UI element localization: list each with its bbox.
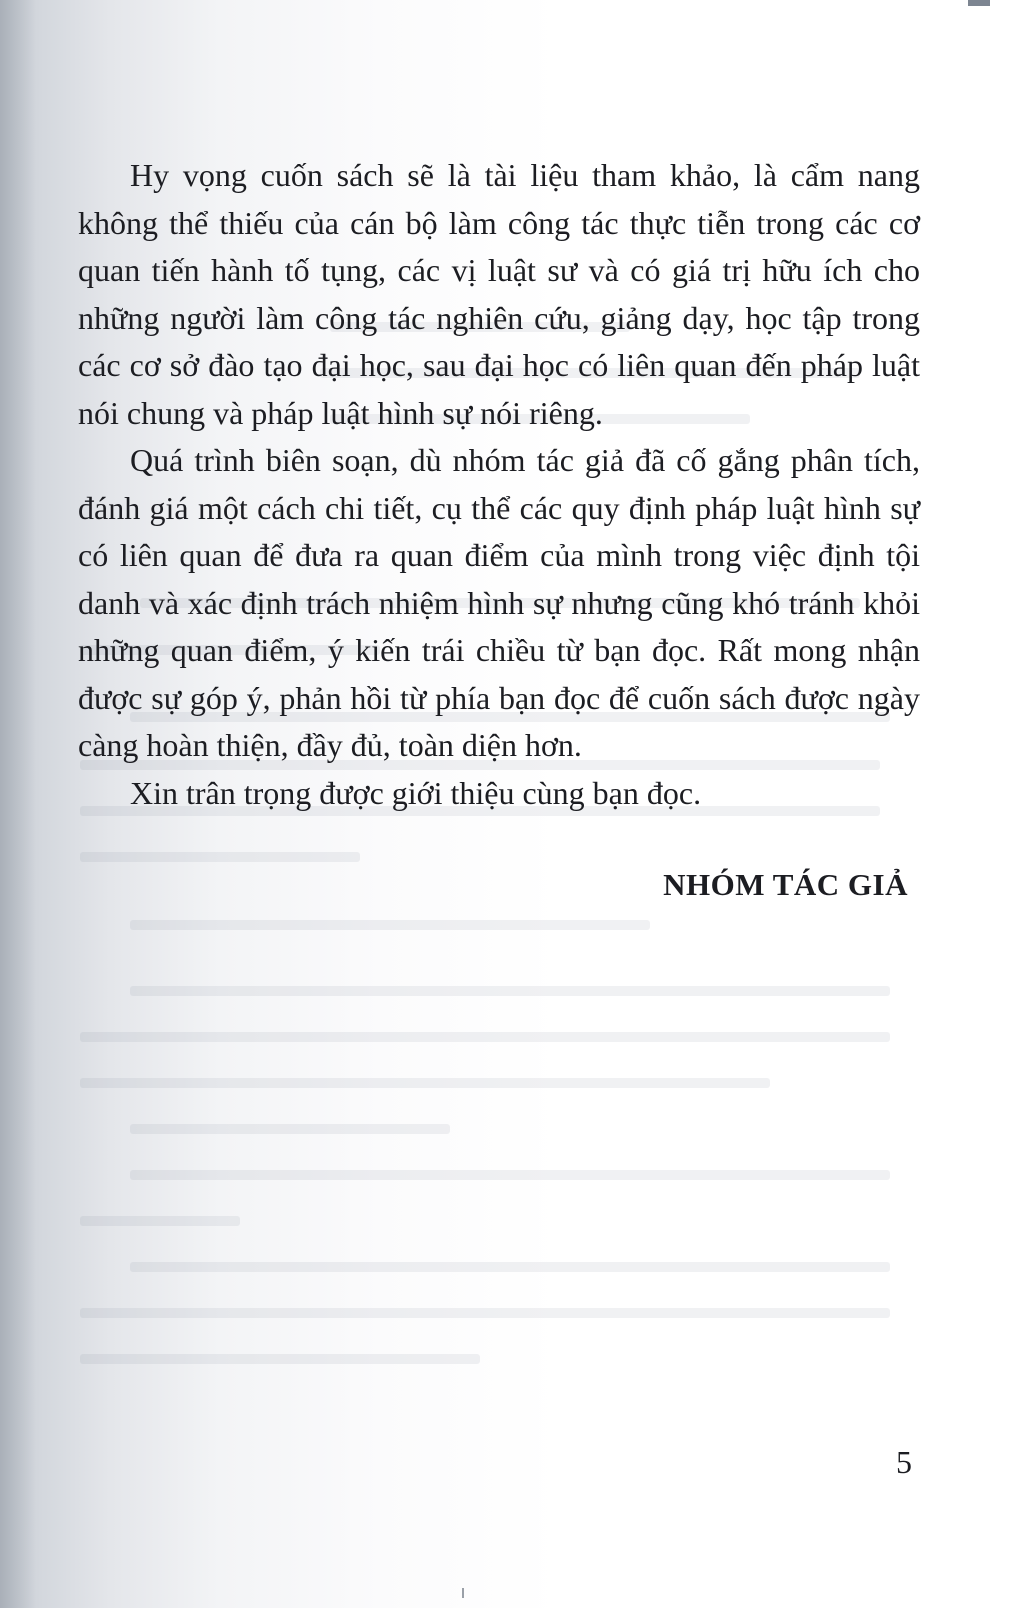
paragraph-compilation: Quá trình biên soạn, dù nhóm tác giả đã cố gắng phân tích, đánh giá một cách chi tiết, cụ thể các quy định pháp luật hình sự có liên quan để đưa ra quan điểm của mình trong việc định tội danh và xác định trách nhiệm hình sự nhưng cũng khó tránh khỏi những quan điểm, ý kiến trái chiều từ bạn đọc. Rất mong nhận được sự góp ý, phản hồi từ phía bạn đọc để cuốn sách được ngày càng hoàn thiện, đầy đủ, toàn diện hơn. [78, 442, 920, 763]
print-mark-bottom [462, 1588, 464, 1598]
author-signature: NHÓM TÁC GIẢ [663, 867, 908, 902]
print-mark [968, 0, 990, 6]
paragraph-introduction: Xin trân trọng được giới thiệu cùng bạn đọc. [130, 774, 702, 811]
binding-shadow [0, 0, 36, 1608]
paragraph-hope: Hy vọng cuốn sách sẽ là tài liệu tham khảo, là cẩm nang không thể thiếu của cán bộ làm công tác thực tiễn trong các cơ quan tiến hành tố tụng, các vị luật sư và có giá trị hữu ích cho những người làm công tác nghiên cứu, giảng dạy, học tập trong các cơ sở đào tạo đại học, sau đại học có liên quan đến pháp luật nói chung và pháp luật hình sự nói riêng. [78, 157, 920, 431]
page-number: 5 [896, 1444, 912, 1480]
body-text [78, 152, 920, 817]
